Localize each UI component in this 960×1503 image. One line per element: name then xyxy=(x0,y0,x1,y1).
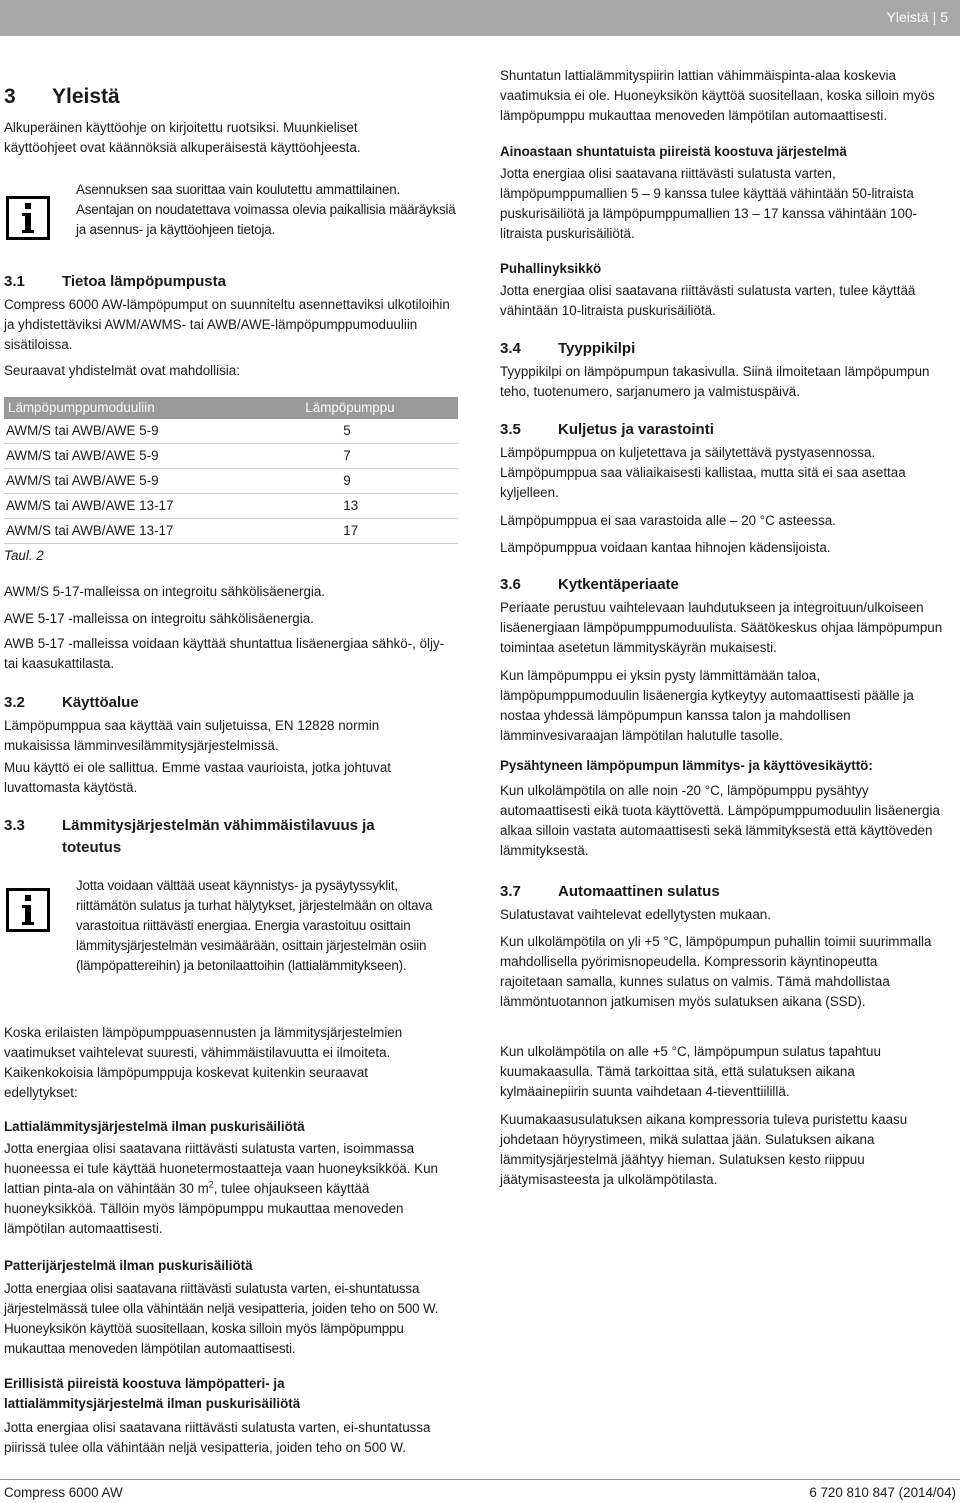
table-row xyxy=(4,494,458,519)
radiator-subheading: Patterijärjestelmä ilman puskurisäiliötä xyxy=(4,1258,253,1273)
section-3-3-paragraph-1: Koska erilaisten lämpöpumppuasennusten ja lämmitysjärjestelmien vaatimukset vaihtelevat suuresti, vähimmäistilavuutta ei ilmoiteta. Kaikenkokoisia lämpöpumppuja koskevat kuitenkin seuraavat edellytykset: xyxy=(4,1025,403,1100)
table-cell-heatpump: 17 xyxy=(245,519,458,544)
section-title: Automaattinen sulatus xyxy=(558,883,720,900)
section-3-5-paragraph-3: Lämpöpumppua voidaan kantaa hihnojen kädensijoista. xyxy=(500,540,831,555)
footer-document-number: 6 720 810 847 (2014/04) xyxy=(809,1485,956,1500)
stopped-heatpump-subheading: Pysähtyneen lämpöpumpun lämmitys- ja käyttövesikäyttö: xyxy=(500,758,873,773)
storage-note: Jotta voidaan välttää useat käynnistys- ja pysäytyssyklit, riittämätön sulatus ja turhat hälytykset, järjestelmään on oltava varastoitua riittävästi energiaa. Energia varastoituu osittain lämmitysjärjestelmän vesimäärään, osittain järjestelmän osiin (lämpöpattereihin) ja betonilaattoihin (lattialämmitykseen). xyxy=(76,878,433,973)
table-cell-heatpump: 5 xyxy=(245,419,458,444)
section-3-1-paragraph-2: Seuraavat yhdistelmät ovat mahdollisia: xyxy=(4,363,240,378)
section-number: 3.1 xyxy=(4,273,25,290)
section-3-7-paragraph-3: Kun ulkolämpötila on alle +5 °C, lämpöpumpun sulatus tapahtuu kuumakaasulla. Tämä tarkoittaa sitä, että sulatuksen aikana kylmäainepiirin suunta vaihdetaan 4-tieventtiilillä. xyxy=(500,1044,881,1099)
separate-circuits-subheading: Erillisistä piireistä koostuva lämpöpatteri- ja lattialämmitysjärjestelmä ilman puskurisäiliötä xyxy=(4,1376,301,1411)
table-row xyxy=(4,419,458,444)
page-header-bar xyxy=(0,0,960,36)
model-note-1: AWM/S 5-17-malleissa on integroitu sähkölisäenergia. xyxy=(4,584,326,599)
section-number: 3.7 xyxy=(500,883,521,900)
section-number: 3.6 xyxy=(500,576,521,593)
table-cell-heatpump: 9 xyxy=(245,469,458,494)
section-3-7-paragraph-1: Sulatustavat vaihtelevat edellytysten mukaan. xyxy=(500,907,771,922)
section-3-6-paragraph-1: Periaate perustuu vaihtelevaan lauhdutukseen ja integroituun/ulkoiseen lisäenergiaan lämpöpumppumoduulista. Säätökeskus ohjaa lämpöpumpun toimintaa asetetun lämmityskäyrän mukaisesti. xyxy=(500,600,943,655)
table-header-heatpump: Lämpöpumppu xyxy=(245,397,458,419)
table-cell-module: AWM/S tai AWB/AWE 5-9 xyxy=(4,419,245,444)
section-title: Lämmitysjärjestelmän vähimmäistilavuus ja toteutus xyxy=(62,817,375,856)
separate-circuits-paragraph: Jotta energiaa olisi saatavana riittävästi sulatusta varten, ei-shuntatussa piirissä tulee olla vähintään neljä vesipatteria, joiden teho on 500 W. xyxy=(4,1420,431,1455)
section-3-2-paragraph-2: Muu käyttö ei ole sallittua. Emme vastaa vaurioista, jotka johtuvat luvattomasta käytöstä. xyxy=(4,760,392,795)
shunted-only-subheading: Ainoastaan shuntatuista piireistä koostuva järjestelmä xyxy=(500,144,847,159)
section-3-7-paragraph-4: Kuumakaasusulatuksen aikana kompressoria tuleva puristettu kaasu johdetaan höyrystimeen, mikä sulattaa jään. Sulatuksen aikana lämmitysjärjestelmä jäähtyy hieman. Sulatuksen kesto riippuu jäätymisasteesta ja ulkolämpötilasta. xyxy=(500,1112,908,1187)
section-3-5-heading xyxy=(500,419,714,441)
info-icon xyxy=(6,888,50,932)
stopped-heatpump-paragraph: Kun ulkolämpötila on alle noin -20 °C, lämpöpumppu pysähtyy automaattisesti eikä tuota käyttövettä. Lämpöpumppumoduulin lisäenergia alkaa silloin vastata automaattisesti sekä lämmityksestä että käyttöveden lämmityksestä. xyxy=(500,783,940,858)
chapter-3-heading xyxy=(4,84,120,110)
model-note-3: AWB 5-17 -malleissa voidaan käyttää shuntattua lisäenergiaa sähkö-, öljy- tai kaasukattilasta. xyxy=(4,636,445,671)
installer-note: Asennuksen saa suorittaa vain koulutettu ammattilainen. Asentajan on noudatettava voimassa olevia paikallisia määräyksiä ja asennus- ja käyttöohjeen tietoja. xyxy=(76,182,456,237)
section-3-7-paragraph-2: Kun ulkolämpötila on yli +5 °C, lämpöpumpun puhallin toimii suurimmalla mahdollisella pyörimisnopeudella. Kompressorin käyntinopeutta rajoitetaan samalla, kunnes sulatus on valmis. Tämä mahdollistaa lämmöntuotannon jatkumisen myös sulatuksen aikana (SSD). xyxy=(500,934,932,1009)
section-3-4-paragraph: Tyyppikilpi on lämpöpumpun takasivulla. Siinä ilmoitetaan lämpöpumpun teho, tuotenumero, sarjanumero ja valmistuspäivä. xyxy=(500,364,930,399)
table-header-row xyxy=(4,397,458,419)
section-number: 3.5 xyxy=(500,421,521,438)
fan-unit-paragraph: Jotta energiaa olisi saatavana riittävästi sulatusta varten, tulee käyttää vähintään 10-litraista puskurisäiliötä. xyxy=(500,283,916,318)
floor-heating-text-b: , tulee ohjaukseen käyttää huoneyksikköä. Tällöin myös lämpöpumppu mukauttaa menoveden lämpötilan automaattisesti. xyxy=(4,1181,404,1236)
table-cell-module: AWM/S tai AWB/AWE 5-9 xyxy=(4,469,245,494)
section-3-4-heading xyxy=(500,338,635,360)
table-row xyxy=(4,469,458,494)
table-cell-module: AWM/S tai AWB/AWE 13-17 xyxy=(4,494,245,519)
section-title: Käyttöalue xyxy=(62,694,139,711)
model-note-2: AWE 5-17 -malleissa on integroitu sähkölisäenergia. xyxy=(4,611,314,626)
section-title: Tyyppikilpi xyxy=(558,340,636,357)
table-header-module: Lämpöpumppumoduuliin xyxy=(4,397,245,419)
table-cell-heatpump: 13 xyxy=(245,494,458,519)
section-3-6-heading xyxy=(500,574,679,596)
footer-product-name: Compress 6000 AW xyxy=(4,1485,123,1500)
combinations-table xyxy=(4,397,458,544)
section-3-7-heading xyxy=(500,881,720,903)
header-section: Yleistä xyxy=(886,9,929,25)
table-cell-module: AWM/S tai AWB/AWE 13-17 xyxy=(4,519,245,544)
fan-unit-subheading: Puhallinyksikkö xyxy=(500,261,602,276)
floor-heating-paragraph xyxy=(4,1139,454,1239)
section-3-2-heading xyxy=(4,692,139,714)
shunted-floor-paragraph: Shuntatun lattialämmityspiirin lattian vähimmäispinta-alaa koskevia vaatimuksia ei ole. Huoneyksikön käyttöä suositellaan, koska silloin myös lämpöpumppu mukauttaa menoveden lämpötilan automaattisesti. xyxy=(500,68,935,123)
section-title: Kuljetus ja varastointi xyxy=(558,421,714,438)
section-3-6-paragraph-2: Kun lämpöpumppu ei yksin pysty lämmittämään taloa, lämpöpumppumoduulin lisäenergia kytkeytyy automaattisesti päälle ja nostaa yhdessä lämpöpumpun kanssa talon ja mahdollisen lämminvesivaraajan lämpötilan halutulle tasolle. xyxy=(500,668,914,743)
section-number: 3.2 xyxy=(4,694,25,711)
chapter-title: Yleistä xyxy=(52,85,120,108)
header-separator: | xyxy=(932,9,937,25)
section-3-5-paragraph-1: Lämpöpumppua on kuljetettava ja säilytettävä pystyasennossa. Lämpöpumppua saa väliaikaisesti kallistaa, mutta sitä ei saa asettaa kyljelleen. xyxy=(500,445,906,500)
floor-heating-text-a: Jotta energiaa olisi saatavana riittävästi sulatusta varten, isoimmassa huoneessa ei tule käyttää huonetermostaatteja vaan huoneyksikköä. Kun lattian pinta-ala on vähintään 30 m xyxy=(4,1141,438,1196)
section-3-5-paragraph-2: Lämpöpumppua ei saa varastoida alle – 20 °C asteessa. xyxy=(500,513,836,528)
radiator-paragraph: Jotta energiaa olisi saatavana riittävästi sulatusta varten, ei-shuntatussa järjestelmässä tulee olla vähintään neljä vesipatteria, joiden teho on 500 W. Huoneyksikön käyttöä suositellaan, koska silloin myös lämpöpumppu mukauttaa menoveden lämpötilan automaattisesti. xyxy=(4,1281,439,1356)
floor-heating-subheading: Lattialämmitysjärjestelmä ilman puskurisäiliötä xyxy=(4,1119,305,1134)
section-3-1-heading xyxy=(4,271,226,293)
table-row xyxy=(4,519,458,544)
info-icon xyxy=(6,196,50,240)
table-cell-module: AWM/S tai AWB/AWE 5-9 xyxy=(4,444,245,469)
footer-divider xyxy=(0,1479,960,1480)
chapter-number: 3 xyxy=(4,85,16,108)
table-cell-heatpump: 7 xyxy=(245,444,458,469)
section-title: Tietoa lämpöpumpusta xyxy=(62,273,226,290)
header-page-number: 5 xyxy=(940,9,948,25)
superscript-2: 2 xyxy=(208,1179,214,1190)
intro-paragraph: Alkuperäinen käyttöohje on kirjoitettu ruotsiksi. Muunkieliset käyttöohjeet ovat käännöksiä alkuperäisestä käyttöohjeesta. xyxy=(4,120,361,155)
section-number: 3.3 xyxy=(4,817,25,834)
section-3-2-paragraph-1: Lämpöpumppua saa käyttää vain suljetuissa, EN 12828 normin mukaisissa lämminvesilämmitysjärjestelmissä. xyxy=(4,718,380,753)
section-3-3-heading xyxy=(4,815,412,859)
table-caption: Taul. 2 xyxy=(4,548,44,563)
section-number: 3.4 xyxy=(500,340,521,357)
section-3-1-paragraph-1: Compress 6000 AW-lämpöpumput on suunniteltu asennettaviksi ulkotiloihin ja yhdistettäviksi AWM/AWMS- tai AWB/AWE-lämpöpumppumoduuliin sisätiloissa. xyxy=(4,297,450,352)
header-section-page xyxy=(887,7,948,27)
table-row xyxy=(4,444,458,469)
section-title: Kytkentäperiaate xyxy=(558,576,679,593)
shunted-only-paragraph: Jotta energiaa olisi saatavana riittävästi sulatusta varten, lämpöpumppumallien 5 – 9 kanssa tulee käyttää vähintään 50-litraista puskurisäiliötä ja lämpöpumppumallien 13 – 17 kanssa vähintään 100-litraista puskurisäiliötä. xyxy=(500,166,917,241)
